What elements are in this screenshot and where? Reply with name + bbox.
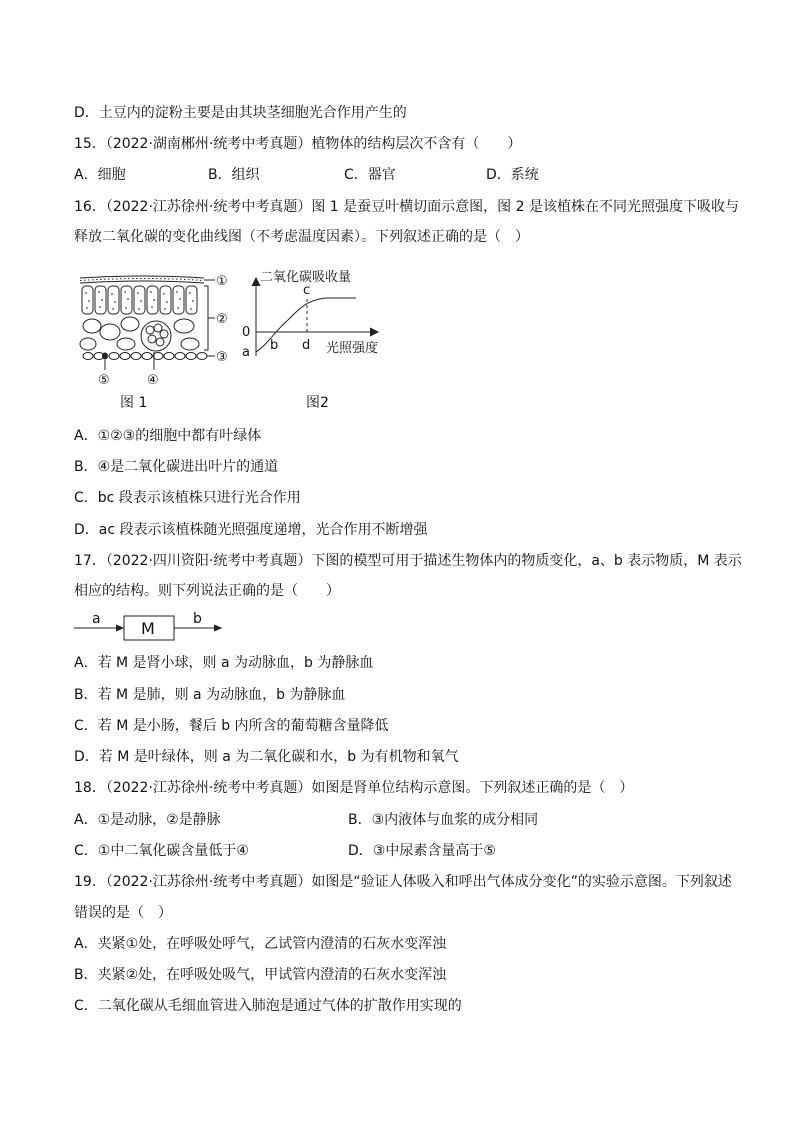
q18-option-d: D．③中尿素含量高于⑤ (348, 843, 496, 859)
fig1-marker-2: ② (216, 312, 228, 327)
fig2-point-c: c (303, 283, 311, 298)
q15-option-c: C．器官 (344, 167, 396, 183)
q16-stem-line1: 16．（2022·江苏徐州·统考中考真题）图 1 是蚕豆叶横切面示意图，图 2 是该植株在不同光照强度下吸收与 (74, 199, 739, 215)
q17-option-d: D．若 M 是叶绿体，则 a 为二氧化碳和水，b 为有机物和氧气 (74, 749, 459, 765)
figure-1-caption: 图 1 (120, 395, 148, 411)
model-input-a: a (92, 611, 101, 627)
q17-option-c: C．若 M 是小肠，餐后 b 内所含的葡萄糖含量降低 (74, 718, 389, 734)
q17-model-diagram (70, 608, 230, 644)
q15-option-a: A．细胞 (74, 167, 126, 183)
q16-option-b: B．④是二氧化碳进出叶片的通道 (74, 459, 279, 475)
q17-option-b: B．若 M 是肺，则 a 为动脉血，b 为静脉血 (74, 687, 346, 703)
figure-2-co2-curve (236, 266, 396, 376)
q18-option-a: A．①是动脉，②是静脉 (74, 812, 221, 828)
q16-option-a: A．①②③的细胞中都有叶绿体 (74, 428, 262, 444)
q15-option-b: B．组织 (208, 167, 260, 183)
q17-stem-line1: 17．（2022·四川资阳·统考中考真题）下图的模型可用于描述生物体内的物质变化，a、b 表示物质，M 表示 (74, 553, 742, 569)
fig2-ylabel: 二氧化碳吸收量 (260, 270, 352, 285)
q19-option-a: A．夹紧①处，在呼吸处呼气，乙试管内澄清的石灰水变浑浊 (74, 936, 447, 952)
q16-stem-line2: 释放二氧化碳的变化曲线图（不考虑温度因素）。下列叙述正确的是（ ） (74, 229, 529, 245)
q19-stem-line2: 错误的是（ ） (74, 905, 172, 921)
fig2-point-a: a (242, 345, 250, 360)
fig1-marker-3: ③ (216, 350, 228, 365)
q16-option-d: D．ac 段表示该植株随光照强度递增，光合作用不断增强 (74, 522, 428, 538)
q17-stem-line2: 相应的结构。则下列说法正确的是（ ） (74, 583, 340, 599)
figure-1-leaf-cross-section (74, 266, 244, 392)
q15-option-d: D．系统 (486, 167, 539, 183)
q18-stem: 18．（2022·江苏徐州·统考中考真题）如图是肾单位结构示意图。下列叙述正确的是（ ） (74, 780, 634, 796)
q15-stem: 15．（2022·湖南郴州·统考中考真题）植物体的结构层次不含有（ ） (74, 136, 522, 152)
model-output-b: b (193, 611, 202, 627)
model-box-m: M (141, 619, 155, 638)
fig1-marker-5: ⑤ (98, 373, 110, 388)
fig2-origin: 0 (242, 325, 251, 340)
q19-option-c: C．二氧化碳从毛细血管进入肺泡是通过气体的扩散作用实现的 (74, 998, 462, 1014)
fig2-xlabel: 光照强度 (326, 341, 379, 356)
q17-option-a: A．若 M 是肾小球，则 a 为动脉血，b 为静脉血 (74, 655, 374, 671)
q19-stem-line1: 19．（2022·江苏徐州·统考中考真题）如图是“验证人体吸入和呼出气体成分变化”的实验示意图。下列叙述 (74, 874, 732, 890)
fig2-point-b: b (270, 338, 279, 353)
q19-option-b: B．夹紧②处，在呼吸处吸气，甲试管内澄清的石灰水变浑浊 (74, 967, 447, 983)
figure-2-caption: 图2 (306, 395, 329, 411)
q18-option-b: B．③内液体与血浆的成分相同 (348, 812, 539, 828)
fig2-point-d: d (302, 338, 311, 353)
q14-option-d: D．土豆内的淀粉主要是由其块茎细胞光合作用产生的 (74, 105, 407, 121)
q18-option-c: C．①中二氧化碳含量低于④ (74, 843, 249, 859)
q16-option-c: C．bc 段表示该植株只进行光合作用 (74, 490, 301, 506)
fig1-marker-4: ④ (147, 373, 159, 388)
fig1-marker-1: ① (216, 274, 228, 289)
